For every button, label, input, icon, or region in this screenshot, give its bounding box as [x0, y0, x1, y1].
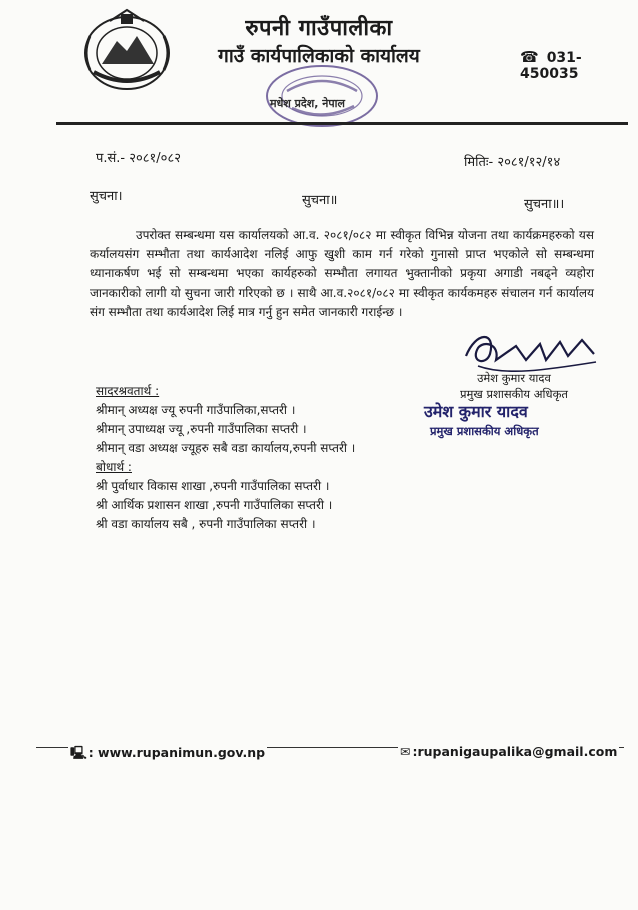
info-item: श्री पुर्वाधार विकास शाखा ,रुपनी गाउँपालिका सप्तरी ।: [96, 479, 330, 493]
reference-number: प.सं.- २०८१/०८२: [96, 151, 181, 166]
phone-text: 031-450035: [520, 50, 582, 82]
info-item: श्री वडा कार्यालय सबै , रुपनी गाउँपालिका सप्तरी ।: [96, 517, 316, 531]
cc-item: श्रीमान् अध्यक्ष ज्यू रुपनी गाउँपालिका,सप्तरी ।: [96, 403, 296, 417]
info-heading: बोधार्थ :: [96, 460, 132, 474]
subject-notice-1: सुचना।: [90, 189, 123, 204]
website-text: : www.rupanimun.gov.np: [88, 745, 266, 760]
cc-heading: सादरश्रवतार्थ :: [96, 384, 160, 398]
subject-notice-3: सुचना॥।: [524, 197, 565, 212]
email-text: :rupanigaupalika@gmail.com: [412, 744, 618, 759]
signer-block: [444, 370, 584, 402]
computer-icon: 🖳: [70, 745, 87, 760]
letter-date: मितिः- २०८१/१२/१४: [464, 155, 561, 170]
telephone-icon: ☎: [520, 48, 539, 66]
cc-item: श्रीमान् उपाध्यक्ष ज्यू ,रुपनी गाउँपालिका सप्तरी ।: [96, 422, 307, 436]
subject-notice-2: सुचना॥: [302, 193, 338, 208]
info-item: श्री आर्थिक प्रशासन शाखा ,रुपनी गाउँपालिका सप्तरी ।: [96, 498, 333, 512]
footer-website[interactable]: [68, 744, 267, 765]
signer-name: उमेश कुमार यादव: [477, 371, 551, 385]
cc-item: श्रीमान् वडा अध्यक्ष ज्यूहरु सबै वडा कार्यालय,रुपनी सप्तरी ।: [96, 441, 356, 455]
footer-email[interactable]: [398, 744, 619, 759]
letter-body: उपरोक्त सम्बन्धमा यस कार्यालयको आ.व. २०८१/०८२ मा स्वीकृत विभिन्न योजना तथा कार्यक्रमहरुको यस कर्यालयसंग सम्भौता तथा कार्यआदेश नलिई आफु खुशी काम गर्न गरेको गुनासो प्राप्त भएकोले सो सम्बन्धमा ध्यानाकर्षण भई सो सम्बन्धमा भएका कार्यहरुको सम्भौता लगायत भुक्तानीको प्रकृया अगाडी नबढ्ने व्यहोरा जानकारीको लागी यो सुचना जारी गरिएको छ । साथै आ.व.२०८१/०८२ मा स्वीकृत कार्यकमहरु संचालन गर्न कार्यालय संग सम्भौता तथा कार्यआदेश लिई मात्र गर्नु हुन समेत जानकारी गराईन्छ ।: [90, 228, 594, 319]
org-name: रुपनी गाउँपालीका: [245, 16, 393, 41]
signer-seal-name: उमेश कुमार यादव: [424, 402, 528, 421]
address-stamp-text: मधेश प्रदेश, नेपाल: [270, 97, 345, 110]
office-name: गाउँ कार्यपालिकाको कार्यालय: [218, 45, 420, 67]
signer-post: प्रमुख प्रशासकीय अधिकृत: [460, 387, 568, 401]
cc-block: [96, 382, 355, 534]
phone-number: [520, 48, 638, 82]
header-divider: [56, 122, 628, 125]
envelope-icon: ✉: [400, 744, 411, 759]
signer-seal-post: प्रमुख प्रशासकीय अधिकृत: [430, 424, 539, 438]
